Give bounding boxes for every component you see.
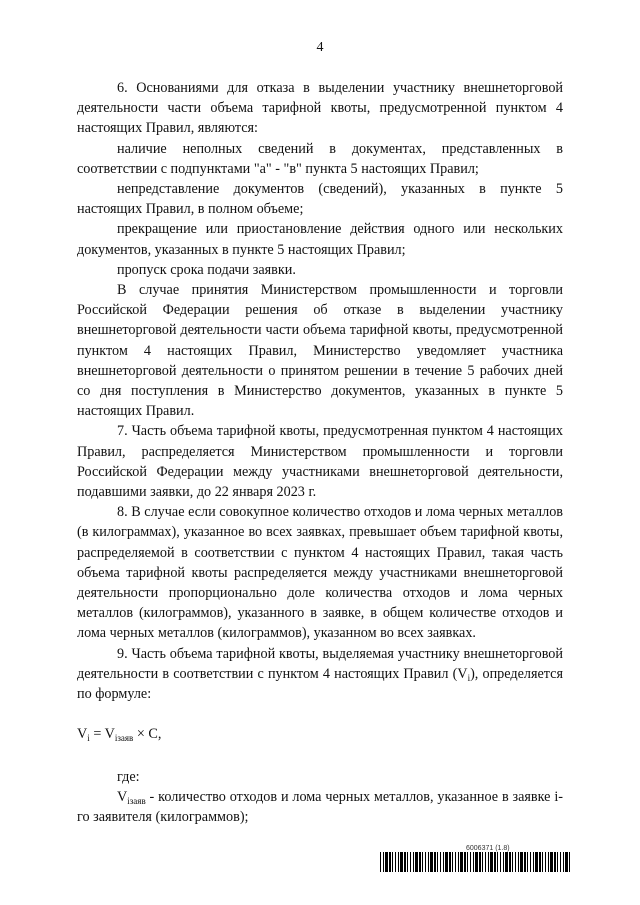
- formula-tail: × C,: [133, 726, 162, 743]
- paragraph-6-refusal-notice: В случае принятия Министерством промышленности и торговли Российской Федерации решения об отказе в выделении участнику внешнеторговой деятельности части объема тарифной квоты, предусмотренной пунктом 4 настоящих Правил, Министерство уведомляет участника внешнеторговой деятельности о принятом решении в течение 5 рабочих дней со дня поступления в Министерство документов, указанных в пункте 5 настоящих Правил.: [77, 282, 563, 420]
- barcode-image: [380, 852, 570, 872]
- formula-rhs: V: [104, 726, 115, 743]
- paragraph-9-text-end: ), определяется по формуле:: [77, 665, 563, 703]
- document-body: [77, 78, 563, 827]
- formula: [77, 724, 563, 744]
- where-label: где:: [117, 768, 140, 785]
- paragraph-8: 8. В случае если совокупное количество отходов и лома черных металлов (в килограммах), указанное во всех заявках, превышает объем тарифной квоты, распределяемой в соответствии с пунктом 4 настоящих Правил, такая часть объема тарифной квоты распределяется между участниками внешнеторговой деятельности пропорционально доле количества отходов и лома черных металлов (килограммов), указанного в заявке, в общем количестве отходов и лома черных металлов (килограммов), указанном во всех заявках.: [77, 504, 563, 642]
- definition-text: - количество отходов и лома черных металлов, указанное в заявке i-го заявителя (килограммов);: [77, 788, 563, 825]
- document-code: 6006371 (1.8): [466, 845, 510, 852]
- paragraph-6-item-1: наличие неполных сведений в документах, представленных в соответствии с подпунктами "а" - "в" пункта 5 настоящих Правил;: [77, 140, 563, 177]
- paragraph-6: 6. Основаниями для отказа в выделении участнику внешнеторговой деятельности части объема тарифной квоты, предусмотренной пунктом 4 настоящих Правил, являются:: [77, 80, 563, 137]
- definition-symbol: V: [117, 788, 128, 805]
- paragraph-6-item-3: прекращение или приостановление действия одного или нескольких документов, указанных в пункте 5 настоящих Правил;: [77, 221, 563, 258]
- paragraph-7: 7. Часть объема тарифной квоты, предусмотренная пунктом 4 настоящих Правил, распределяется Министерством промышленности и торговли Российской Федерации между участниками внешнеторговой деятельности, подавшими заявки, до 22 января 2023 г.: [77, 423, 563, 501]
- formula-lhs: V: [77, 726, 88, 743]
- paragraph-9-text: 9. Часть объема тарифной квоты, выделяемая участнику внешнеторговой деятельности в соответствии с пунктом 4 настоящих Правил (V: [77, 645, 563, 682]
- definition-symbol-sub: iзаяв: [127, 795, 146, 806]
- definition-item: [77, 787, 563, 827]
- paragraph-6-item-4: пропуск срока подачи заявки.: [117, 261, 296, 278]
- paragraph-9: [77, 644, 563, 705]
- paragraph-6-item-2: непредставление документов (сведений), указанных в пункте 5 настоящих Правил, в полном объеме;: [77, 181, 563, 218]
- page-number: 4: [316, 40, 324, 55]
- paragraph-9-subscript: i: [467, 672, 471, 683]
- formula-equals: =: [89, 726, 105, 743]
- formula-lhs-sub: i: [87, 733, 90, 744]
- formula-rhs-sub: iзаяв: [114, 733, 134, 744]
